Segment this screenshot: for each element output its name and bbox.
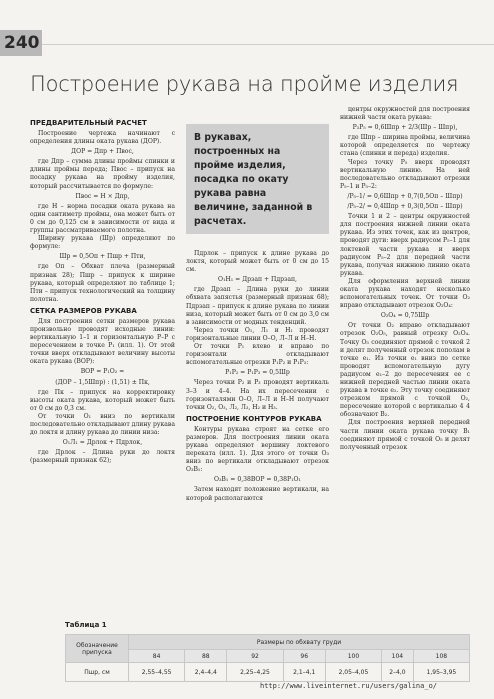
- formula: О₃В₁ = 0,38ВОР = 0,38Р₁О₁: [213, 476, 301, 484]
- paragraph: где Дрлок – Длина руки до локтя (размерный признак 62);: [30, 449, 175, 465]
- value-cell: 2,4–4,4: [185, 663, 227, 682]
- paragraph: Для построения верхней передней части линии оката рукава точку В₁ соединяют прямой с точкой О₅ и делят полученный отрезок: [340, 419, 470, 451]
- size-cell: 84: [129, 650, 185, 663]
- paragraph: где Оп – Обхват плеча (размерный признак 28); Пшр – припуск к ширине рукава, который определяют по таблице 1; Пти – припуск технологический на толщину полотна.: [30, 263, 175, 303]
- paragraph: Построение чертежа начинают с определения длины оката рукава (ДОР).: [30, 130, 175, 146]
- page-title: Построение рукава на пройме изделия: [30, 72, 459, 96]
- paragraph: Затем находят положение вертикали, на которой располагаются: [186, 486, 329, 502]
- paragraph: Для оформления верхней линии оката рукава находят несколько вспомогательных точек. От точки О₂ вправо откладывают отрезок О₂О₄:: [340, 277, 470, 310]
- paragraph: От точки О₂ вправо откладывают отрезок О₂О₅, равный отрезку О₂О₄. Точку О₅ соединяют прямой с точкой 2 и делят полученный отрезок пополам в точке е₁. Из точки е₁ вниз по сетке проводят вспомогательную дугу радиусом е₁–2 до пересечения ее с нижней передней частью линии оката рукава в точке е₂. Эту точку соединяют отрезком прямой с точкой О₂, пересечение которой с вертикалью 4 4 обозначают В₂.: [340, 322, 470, 419]
- size-cell: 108: [413, 650, 469, 663]
- paragraph: Через точки Р₂ и Р₃ проводят вертикаль 3–3 и 4–4. На их пересечении с горизонталями О–О, Л–Л и Н–Н получают точки О₂, О₃, Л₂, Л₃, Н₂ и Н₃.: [186, 379, 329, 411]
- paragraph: где Дпр – сумма длины проймы спинки и длины проймы переда; Пвос – припуск на посадку рукава на пройму изделия, который рассчитывается по формуле:: [30, 158, 175, 190]
- table-header-allowance: Обозначение припуска: [66, 635, 129, 663]
- formula: Пвос = Н × Дпр,: [75, 192, 130, 200]
- row-label: Пшр, см: [66, 663, 129, 682]
- value-cell: 2,1–4,1: [283, 663, 325, 682]
- size-cell: 92: [227, 650, 283, 663]
- paragraph: центры окружностей для построения нижней части оката рукава:: [340, 106, 470, 122]
- formula: Шр = 0,5Оп + Пшр + Пти,: [59, 253, 146, 261]
- value-cell: 2,05–4,05: [325, 663, 381, 682]
- allowance-table: [65, 634, 470, 682]
- paragraph: где Пк – припуск на корректировку высоты оката рукава, который может быть от 0 см до 0,3 см.: [30, 388, 175, 412]
- value-cell: 2–4,0: [382, 663, 414, 682]
- section-heading: ПОСТРОЕНИЕ КОНТУРОВ РУКАВА: [186, 414, 322, 423]
- formula: О₂О₄ = 0,75Шр: [380, 312, 430, 320]
- header-rule: [42, 44, 494, 45]
- formula: О₁Л₁ = Дрлок + Пдрлок,: [62, 439, 143, 447]
- paragraph: Через точки О₁, Л₁ и Н₁ проводят горизонтальные линии О–О, Л–Л и Н–Н.: [186, 326, 329, 342]
- size-cell: 96: [283, 650, 325, 663]
- formula: /Р₅–2/ = 0,4Шпр + 0,3(0,5Оп – Шпр): [347, 203, 463, 211]
- paragraph: Контуры рукава строят на сетке его размеров. Для построения линии оката рукава определяют вершину локтевого переката (илл. 1). Для этого от точки О₃ вниз по вертикали откладывают отрезок О₃В₁:: [186, 425, 329, 474]
- value-cell: 1,95–3,95: [413, 663, 469, 682]
- paragraph: Ширину рукава (Шр) определяют по формуле:: [30, 235, 175, 251]
- callout-text: В рукавах, построенных на пройме изделия, посадка по окату рукава равна величине, заданной в расчетах.: [194, 132, 313, 227]
- paragraph: Пдрлок – припуск к длине рукава до локтя, который может быть от 0 см до 15 см.: [186, 250, 329, 274]
- section-heading: ПРЕДВАРИТЕЛЬНЫЙ РАСЧЕТ: [30, 119, 147, 127]
- paragraph: где Н – норма посадки оката рукава на один сантиметр проймы, она может быть от 0 см до 0,125 см в зависимости от вида и группы рассматриваемого полотна.: [30, 202, 175, 235]
- table-header-sizes: Размеры по обхвату груди: [129, 635, 470, 650]
- column-2: [186, 250, 329, 503]
- formula: Р₃Р₅ = 0,6Шпр + 2/3(Шр – Шпр),: [352, 124, 458, 132]
- formula: Р₁Р₂ = Р₁Р₃ = 0,5Шр: [225, 369, 290, 377]
- paragraph: где Шпр – ширина проймы, величина которой определяется по чертежу стана (спинки и переда) изделия.: [340, 134, 470, 158]
- size-cell: 100: [325, 650, 381, 663]
- size-cell: 104: [382, 650, 414, 663]
- paragraph: Точки 1 и 2 – центры окружностей для построения нижней линии оката рукава. Из этих точек, как из центров, проводят дуги: вверх радиусом Р₅–1 для локтевой части рукава и вверх радиусом Р₅–2 для передней части рукава, получая нижнюю линию оката рукава.: [340, 213, 470, 277]
- size-cell: 88: [185, 650, 227, 663]
- formula: ВОР = Р₁О₂ =: [80, 368, 125, 376]
- paragraph: где Дрзап – Длина руки до линии обхвата запястья (размерный признак 68); Пдрзап – припуск к длине рукава по линии низа, который может быть от 0 см до 3,0 см в зависимости от модных тенденций.: [186, 286, 329, 326]
- watermark-url: http://www.liveinternet.ru/users/galina_o/: [260, 682, 438, 690]
- page-number: 240: [4, 33, 40, 53]
- paragraph: Через точку Р₅ вверх проводят вертикальную линию. На ней последовательно откладывают отрезки Р₅–1 и Р₅–2:: [340, 158, 470, 190]
- section-heading: СЕТКА РАЗМЕРОВ РУКАВА: [30, 306, 137, 315]
- value-cell: 2,55–4,55: [129, 663, 185, 682]
- formula: /Р₅–1/ = 0,6Шпр + 0,7(0,5Оп – Шпр): [347, 192, 463, 200]
- formula: О₁Н₁ = Дрзап + Пдрзап,: [218, 276, 297, 284]
- paragraph: От точки О₁ вниз по вертикали последовательно откладывают длину рукава до локтя и длину рукава до линии низа:: [30, 412, 175, 437]
- column-3: [340, 106, 470, 452]
- table-caption: Таблица 1: [65, 621, 107, 629]
- table-row: [66, 663, 470, 682]
- value-cell: 2,25–4,25: [227, 663, 283, 682]
- formula: ДОР = Дпр + Пвос,: [71, 148, 134, 156]
- paragraph: Для построения сетки размеров рукава произвольно проводят исходные линии: вертикальную 1–1 и горизонтальную Р–Р с пересечением в точке Р₁ (илл. 1). От этой точки вверх откладывают величину высоты оката рукава (ВОР):: [30, 317, 175, 366]
- callout-box: [186, 124, 329, 234]
- paragraph: От точки Р₁ влево и вправо по горизонтали откладывают вспомогательные отрезки Р₁Р₂ и Р₁Р₃:: [186, 343, 329, 367]
- formula: (ДОР – 1,5Шпр) : (1,51) ± Пк,: [55, 378, 150, 386]
- column-1: [30, 116, 175, 465]
